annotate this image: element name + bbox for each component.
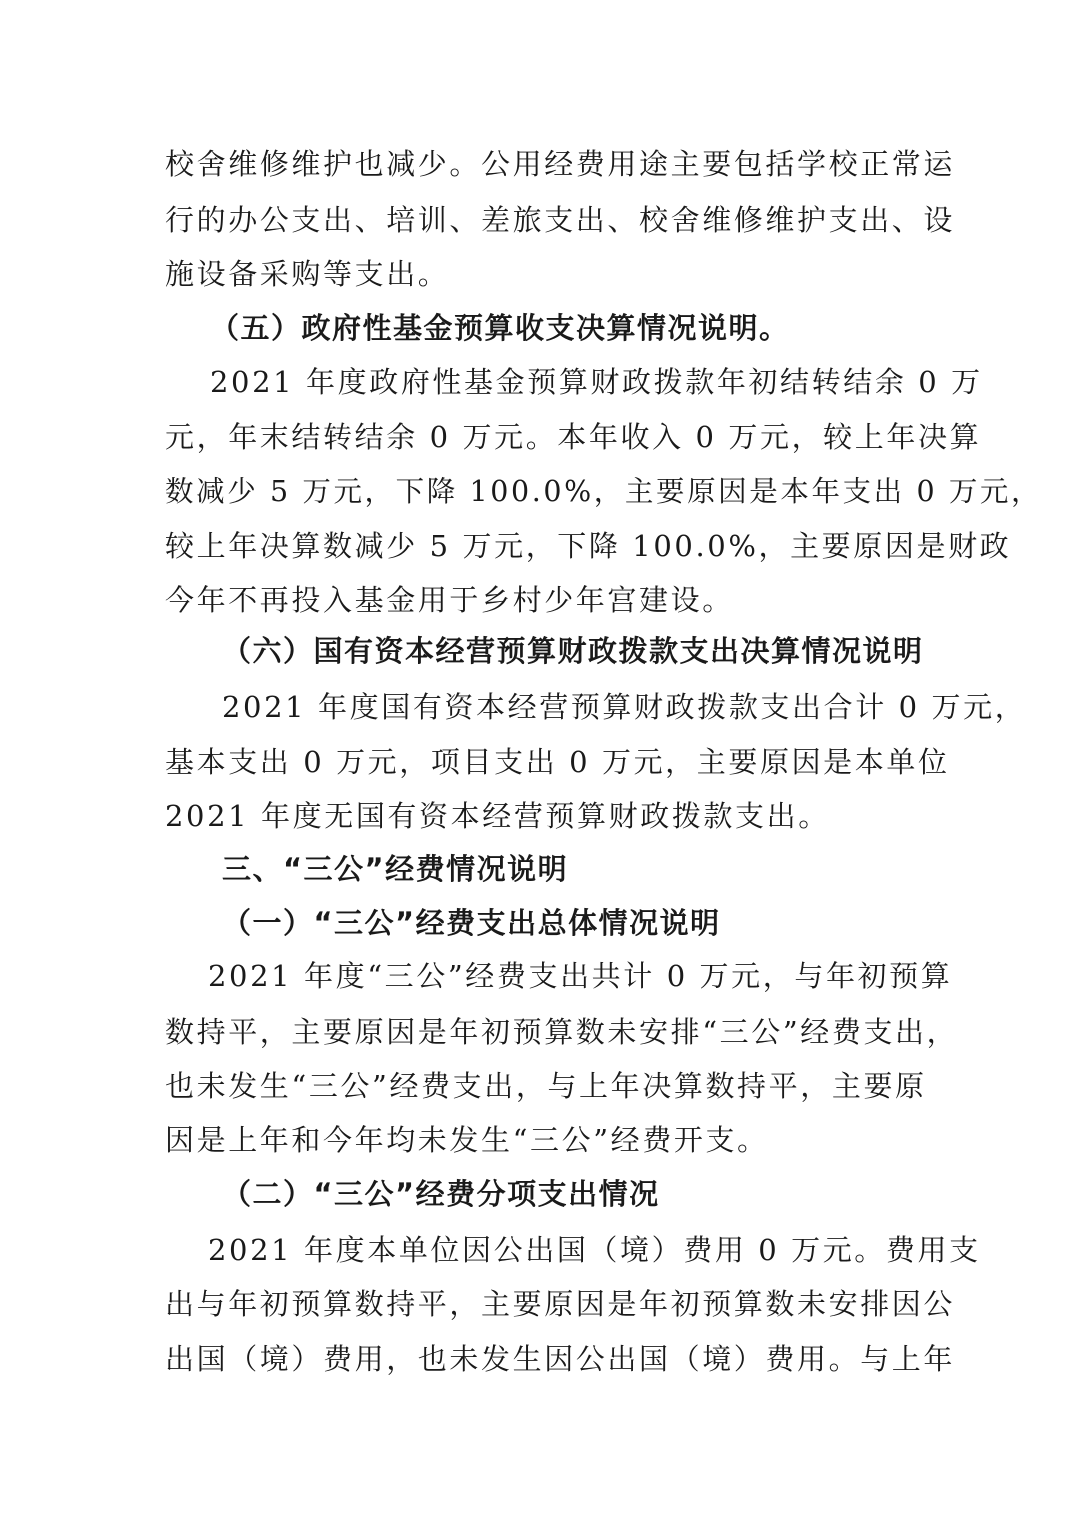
- paragraph-line: 数持平，主要原因是年初预算数未安排“三公”经费支出，: [165, 1015, 959, 1049]
- paragraph-line: 因是上年和今年均未发生“三公”经费开支。: [165, 1123, 769, 1157]
- paragraph-line: 行的办公支出、培训、差旅支出、校舍维修维护支出、设: [165, 203, 956, 237]
- paragraph-line: 2021 年度国有资本经营预算财政拨款支出合计 0 万元，: [222, 690, 1027, 724]
- section-heading-six: （六）国有资本经营预算财政拨款支出决算情况说明: [222, 634, 924, 668]
- paragraph-line: 校舍维修维护也减少。公用经费用途主要包括学校正常运: [165, 147, 956, 181]
- paragraph-line: 2021 年度无国有资本经营预算财政拨款支出。: [165, 799, 830, 833]
- paragraph-line: 今年不再投入基金用于乡村少年宫建设。: [165, 583, 734, 617]
- section-heading-five: （五）政府性基金预算收支决算情况说明。: [210, 311, 790, 345]
- subsection-heading-two: （二）“三公”经费分项支出情况: [222, 1177, 660, 1211]
- paragraph-line: 较上年决算数减少 5 万元，下降 100.0%，主要原因是财政: [165, 529, 1012, 563]
- section-heading-three: 三、“三公”经费情况说明: [222, 852, 569, 886]
- paragraph-line: 基本支出 0 万元，项目支出 0 万元，主要原因是本单位: [165, 745, 950, 779]
- paragraph-line: 也未发生“三公”经费支出，与上年决算数持平，主要原: [165, 1069, 927, 1103]
- paragraph-line: 施设备采购等支出。: [165, 257, 450, 291]
- paragraph-line: 2021 年度本单位因公出国（境）费用 0 万元。费用支: [208, 1233, 981, 1267]
- paragraph-line: 出国（境）费用，也未发生因公出国（境）费用。与上年: [165, 1342, 956, 1376]
- paragraph-line: 2021 年度政府性基金预算财政拨款年初结转结余 0 万: [210, 365, 983, 399]
- subsection-heading-one: （一）“三公”经费支出总体情况说明: [222, 906, 721, 940]
- paragraph-line: 元，年末结转结余 0 万元。本年收入 0 万元，较上年决算: [165, 420, 982, 454]
- paragraph-line: 2021 年度“三公”经费支出共计 0 万元，与年初预算: [208, 959, 953, 993]
- paragraph-line: 数减少 5 万元，下降 100.0%，主要原因是本年支出 0 万元，: [165, 475, 1043, 508]
- paragraph-line: 出与年初预算数持平，主要原因是年初预算数未安排因公: [165, 1287, 956, 1321]
